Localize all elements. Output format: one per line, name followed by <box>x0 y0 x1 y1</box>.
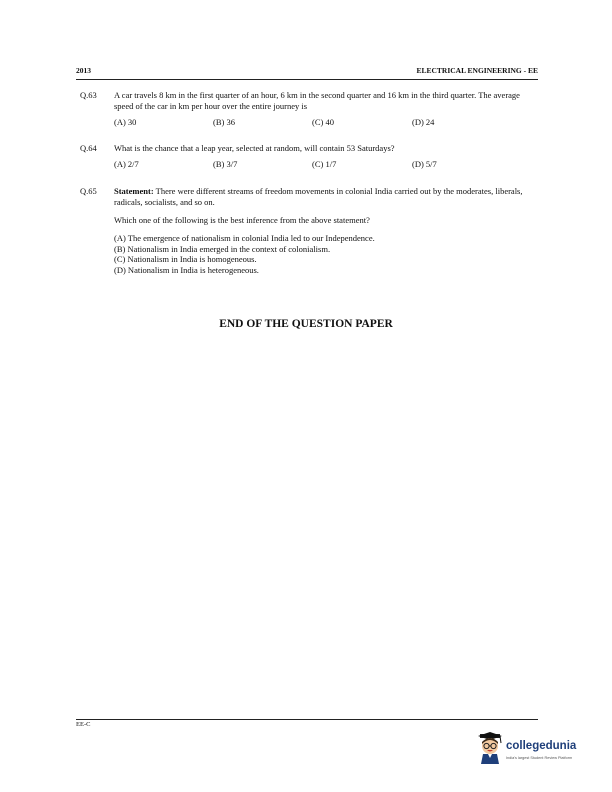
option-b: (B) Nationalism in India emerged in the context of colonialism. <box>114 243 331 254</box>
header-divider <box>76 79 538 80</box>
options-row <box>114 159 538 170</box>
question-text: What is the chance that a leap year, selected at random, will contain 53 Saturdays? <box>114 143 395 153</box>
paper-code: EE-C <box>76 721 91 728</box>
question-body <box>114 186 538 275</box>
option-d: (D) 24 <box>412 117 435 127</box>
exam-subject: ELECTRICAL ENGINEERING - EE <box>416 66 538 75</box>
statement-label: Statement: <box>114 186 154 196</box>
question-number: Q.63 <box>80 90 97 100</box>
option-d: (D) 5/7 <box>412 159 437 169</box>
end-of-paper-heading: END OF THE QUESTION PAPER <box>219 318 393 330</box>
collegedunia-logo <box>476 732 606 768</box>
option-a: (A) The emergence of nationalism in colonial India led to our Independence. <box>114 233 375 243</box>
option-b: (B) 36 <box>213 117 235 127</box>
option-c: (C) Nationalism in India is homogeneous. <box>114 254 257 264</box>
logo-wordmark: collegedunia <box>506 740 577 752</box>
exam-year: 2013 <box>76 66 91 75</box>
option-c: (C) 40 <box>312 117 334 127</box>
question-number: Q.64 <box>80 143 97 153</box>
question-body <box>114 143 538 170</box>
option-a: (A) 30 <box>114 117 137 127</box>
question-body <box>114 90 538 128</box>
student-mascot-icon <box>476 732 504 766</box>
options-row <box>114 117 538 128</box>
logo-tagline: India's largest Student Review Platform <box>506 756 573 760</box>
question-text: A car travels 8 km in the first quarter of an hour, 6 km in the second quarter and 16 km in the third quarter. The average speed of the car in km per hour over the entire journey is <box>114 90 520 111</box>
statement <box>114 186 538 208</box>
options-list <box>114 233 538 275</box>
statement-text: There were different streams of freedom movements in colonial India carried out by the moderates, liberals, radicals, socialists, and so on. <box>114 186 523 207</box>
option-c: (C) 1/7 <box>312 159 337 169</box>
question-prompt: Which one of the following is the best inference from the above statement? <box>114 215 370 225</box>
option-a: (A) 2/7 <box>114 159 139 169</box>
question-number: Q.65 <box>80 186 97 196</box>
footer-divider <box>76 719 538 720</box>
option-d: (D) Nationalism in India is heterogeneous. <box>114 264 259 275</box>
option-b: (B) 3/7 <box>213 159 238 169</box>
page-header <box>76 64 538 78</box>
